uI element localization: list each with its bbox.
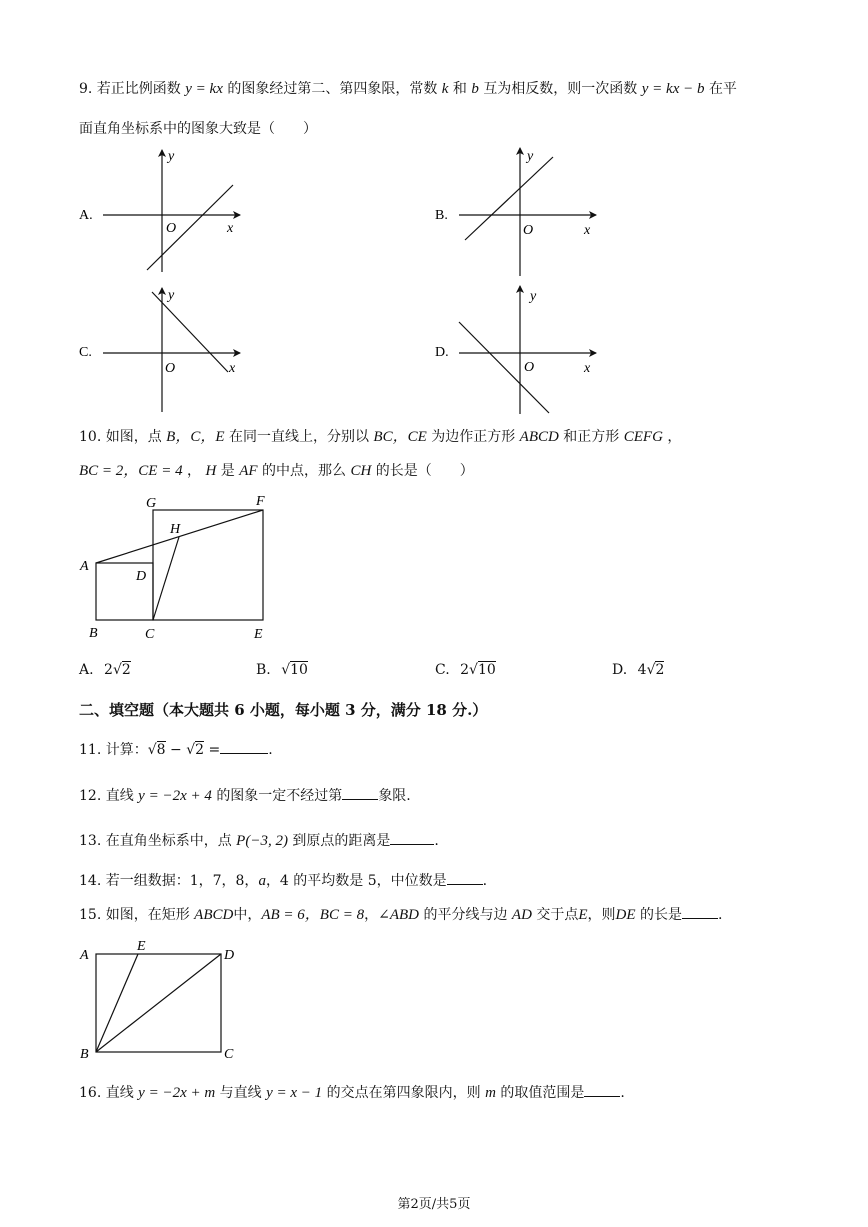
q13-point: P(−3, 2) <box>236 833 288 849</box>
q10-text: 和正方形 <box>563 429 620 445</box>
q14-var-a: a <box>258 873 266 889</box>
choice-coef: 2 <box>104 662 113 678</box>
q11-period: . <box>268 742 273 758</box>
q16-var-m: m <box>485 1085 496 1101</box>
q9-text: 9. 若正比例函数 <box>79 81 181 97</box>
q15-angle: ABD <box>389 907 419 923</box>
graph-d-y-label: y <box>530 289 537 304</box>
q9-text: 的图象经过第二、第四象限，常数 <box>227 81 438 97</box>
q10-text: 10. 如图，点 <box>79 429 162 445</box>
page-footer: 第2页/共5页 <box>397 1197 471 1212</box>
graph-b-origin: O <box>523 223 534 238</box>
q15-period: . <box>717 907 723 923</box>
q16-eq1: y = −2x + m <box>138 1085 216 1101</box>
q10-square1: ABCD <box>519 429 559 445</box>
sqrt-symbol: √ <box>186 742 196 758</box>
q15-rect: ABCD <box>194 907 234 923</box>
q9-var-k: k <box>441 81 449 97</box>
q16-text: 的交点在第四象限内，则 <box>326 1085 481 1101</box>
option-c-label: C. <box>79 345 92 360</box>
label-c: C <box>145 627 155 642</box>
label-a: A <box>80 559 89 574</box>
q9-line2: 面直角坐标系中的图象大致是（ ） <box>79 121 317 137</box>
q10-text: 为边作正方形 <box>431 429 516 445</box>
option-a-label: A. <box>79 208 93 223</box>
q10-var-h: H <box>205 463 217 479</box>
q16-eq2: y = x − 1 <box>266 1085 323 1101</box>
graph-c-x-label: x <box>229 361 236 376</box>
graph-a-origin: O <box>166 221 177 236</box>
q15-text: 的长是 <box>639 907 682 923</box>
q10-sides: BC，CE <box>373 429 427 445</box>
q12-text: 的图象一定不经过第 <box>216 788 343 804</box>
q16-answer-blank[interactable] <box>584 1083 620 1097</box>
q9-text: 和 <box>452 81 467 97</box>
choice-radicand: 10 <box>290 662 308 678</box>
q15-text: 交于点 <box>536 907 579 923</box>
option-d-label: D. <box>435 345 449 360</box>
choice-letter: A. <box>79 662 94 678</box>
q16-period: . <box>620 1085 625 1101</box>
label-d: D <box>224 948 235 963</box>
q15-given: AB = 6，BC = 8 <box>261 907 365 923</box>
q16-text: 的取值范围是 <box>500 1085 585 1101</box>
q11-equals: = <box>208 742 221 758</box>
choice-radicand: 10 <box>477 662 496 678</box>
segment-be <box>96 954 138 1052</box>
sqrt-symbol: √ <box>112 662 122 678</box>
label-b: B <box>80 1047 89 1062</box>
q12-text: 象限. <box>378 788 411 804</box>
label-e: E <box>254 627 263 642</box>
q10-text: ， <box>187 463 202 479</box>
q9-eq2: y = kx − b <box>641 81 705 97</box>
q10-points: B，C，E <box>166 429 225 445</box>
q10-text: 的长是（ ） <box>375 463 474 479</box>
q13-text: 到原点的距离是 <box>292 833 391 849</box>
q15-text: 的平分线与边 <box>423 907 508 923</box>
q10-given: BC = 2，CE = 4 <box>79 463 183 479</box>
label-e: E <box>137 939 146 954</box>
graph-c-y-label: y <box>168 288 175 303</box>
q10-segment-ch: CH <box>350 463 372 479</box>
q9-eq1: y = kx <box>185 81 223 97</box>
q9-var-b: b <box>471 81 479 97</box>
q12-text: 12. 直线 <box>79 788 134 804</box>
q16-text: 与直线 <box>219 1085 262 1101</box>
q15-text: 15. 如图，在矩形 <box>79 907 190 923</box>
choice-letter: C. <box>435 662 450 678</box>
segment-bd <box>96 954 221 1052</box>
label-g: G <box>146 496 157 511</box>
q10-segment-af: AF <box>239 463 258 479</box>
sqrt-symbol: √ <box>281 662 291 678</box>
graph-d-x-label: x <box>584 361 591 376</box>
graph-b-y-label: y <box>527 149 534 164</box>
q14-text: ，4 的平均数是 5，中位数是 <box>265 873 447 889</box>
choice-radicand: 2 <box>655 662 665 678</box>
q11-radicand-2: 2 <box>195 742 205 758</box>
sqrt-symbol: √ <box>147 742 157 758</box>
q11-radicand-8: 8 <box>156 742 166 758</box>
q10-text: 在同一直线上，分别以 <box>228 429 369 445</box>
q15-segment: DE <box>615 907 636 923</box>
q16-text: 16. 直线 <box>79 1085 134 1101</box>
graph-a-y-label: y <box>168 149 175 164</box>
choice-coef: 4 <box>637 662 647 678</box>
q10-text: 的中点，那么 <box>262 463 347 479</box>
label-h: H <box>170 522 181 537</box>
q12-eq: y = −2x + 4 <box>138 788 212 804</box>
label-b: B <box>89 626 98 641</box>
q10-text: 是 <box>220 463 235 479</box>
q15-point-e: E <box>578 907 588 923</box>
minus-sign: − <box>165 742 187 758</box>
q15-side: AD <box>511 907 532 923</box>
q15-text: 中， <box>233 907 262 923</box>
sqrt-symbol: √ <box>469 662 478 678</box>
q13-period: . <box>434 833 439 849</box>
label-c: C <box>224 1047 234 1062</box>
q11-text: 11. 计算： <box>79 742 148 758</box>
q10-square2: CEFG <box>623 429 663 445</box>
q14-period: . <box>482 873 488 889</box>
graph-c-origin: O <box>165 361 176 376</box>
q9-text: 在平 <box>708 81 737 97</box>
label-a: A <box>80 948 89 963</box>
q10-text: ， <box>667 429 682 445</box>
q14-text: 14. 若一组数据：1，7，8， <box>79 873 259 889</box>
section-2-heading: 二、填空题（本大题共 6 小题，每小题 3 分，满分 18 分.） <box>79 701 488 719</box>
q15-text: ，∠ <box>364 907 390 923</box>
graph-d-origin: O <box>524 360 535 375</box>
choice-radicand: 2 <box>121 662 131 678</box>
choice-letter: B. <box>256 662 271 678</box>
q13-text: 13. 在直角坐标系中，点 <box>79 833 232 849</box>
q15-text: ，则 <box>587 907 616 923</box>
q16 <box>79 1083 625 1102</box>
sqrt-symbol: √ <box>646 662 656 678</box>
choice-coef: 2 <box>460 662 470 678</box>
choice-letter: D. <box>612 662 628 678</box>
label-d: D <box>136 569 147 584</box>
q9-text: 互为相反数，则一次函数 <box>483 81 638 97</box>
graph-a-x-label: x <box>227 221 234 236</box>
label-f: F <box>256 494 265 509</box>
option-b-label: B. <box>435 208 448 223</box>
graph-b-x-label: x <box>584 223 591 238</box>
